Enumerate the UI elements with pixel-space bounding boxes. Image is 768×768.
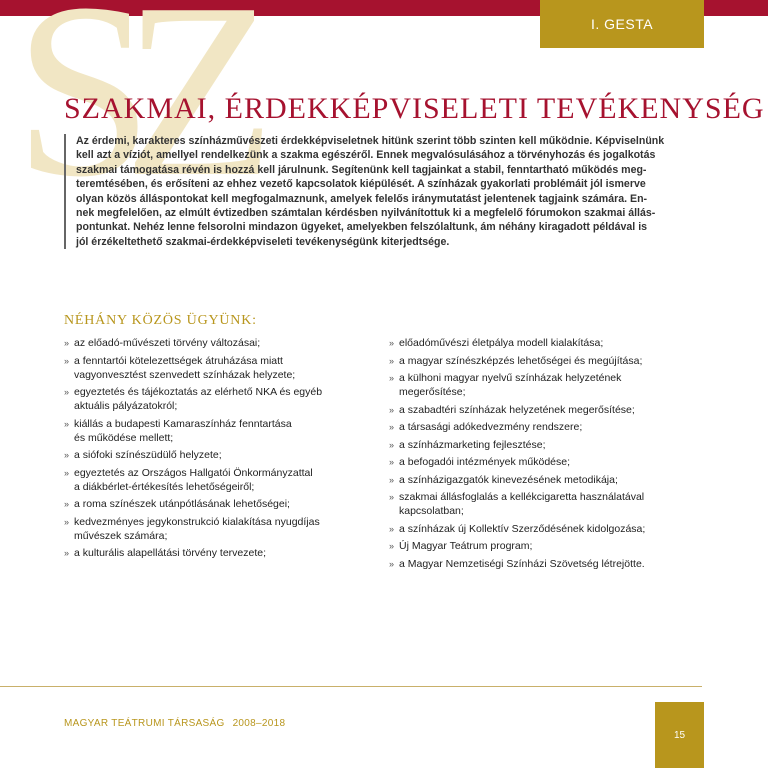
issue-text-line: egyeztetés és tájékoztatás az elérhető NKA és egyéb bbox=[74, 386, 323, 398]
issue-text-line: az előadó-művészeti törvény változásai; bbox=[74, 337, 261, 349]
bullet-icon: » bbox=[389, 355, 395, 366]
bullet-icon: » bbox=[389, 523, 395, 534]
bullet-icon: » bbox=[64, 387, 70, 397]
issue-list-item bbox=[64, 448, 384, 462]
issue-list-item bbox=[389, 354, 709, 368]
issue-list-item bbox=[389, 336, 709, 350]
bullet-icon: » bbox=[64, 450, 70, 460]
intro-line: kell azt a víziót, amellyel rendelkezünk a szakma egészéről. Ennek megvalósulásához a törvényhozás és jogalkotás bbox=[76, 149, 656, 162]
issue-list-item bbox=[389, 455, 709, 469]
issue-text-line: a külhoni magyar nyelvű színházak helyzetének bbox=[399, 372, 622, 384]
page-number: 15 bbox=[673, 729, 686, 741]
bullet-icon: » bbox=[389, 404, 395, 415]
footer-publication bbox=[64, 718, 285, 729]
bullet-icon: » bbox=[64, 418, 70, 429]
page-title: SZAKMAI, ÉRDEKKÉPVISELETI TEVÉKENYSÉG bbox=[64, 92, 765, 125]
issue-text-line: és működése mellett; bbox=[74, 431, 174, 444]
issue-text-line: a szabadtéri színházak helyzetének megerősítése; bbox=[399, 403, 635, 416]
issue-text-line: Új Magyar Teátrum program; bbox=[399, 540, 533, 552]
issue-list-item bbox=[389, 420, 709, 434]
issue-list-item bbox=[64, 515, 384, 543]
issue-list-item bbox=[64, 354, 384, 382]
issue-text-line: a siófoki színészüdülő helyzete; bbox=[74, 449, 222, 461]
section-tab bbox=[540, 0, 704, 48]
issue-list-item bbox=[64, 497, 384, 511]
bullet-icon: » bbox=[64, 499, 70, 509]
issue-list-item bbox=[389, 438, 709, 452]
issue-list-item bbox=[64, 385, 384, 413]
issue-list-item bbox=[389, 522, 709, 536]
issue-text-line: kedvezményes jegykonstrukció kialakítása nyugdíjas bbox=[74, 515, 320, 528]
footer-years: 2008–2018 bbox=[232, 718, 286, 729]
issue-text-line: művészek számára; bbox=[74, 529, 168, 542]
issue-text-line: egyeztetés az Országos Hallgatói Önkormányzattal bbox=[74, 466, 313, 479]
bullet-icon: » bbox=[64, 467, 70, 478]
bullet-icon: » bbox=[389, 457, 395, 467]
issue-text-line: előadóművészi életpálya modell kialakítása; bbox=[399, 337, 604, 349]
intro-line: pontunkat. Nehéz lenne felsorolni mindazon ügyeket, amelyekben felszólaltunk, ám néhány kiragadott példával is bbox=[76, 221, 648, 234]
list-subheading: NÉHÁNY KÖZÖS ÜGYÜNK: bbox=[64, 313, 257, 328]
issue-text-line: aktuális pályázatokról; bbox=[74, 400, 178, 412]
footer-org-name: MAGYAR TEÁTRUMI TÁRSASÁG bbox=[64, 718, 225, 729]
issue-text-line: a színházak új Kollektív Szerződésének kidolgozása; bbox=[399, 522, 646, 535]
page-number-box bbox=[655, 702, 704, 768]
issue-text-line: a Magyar Nemzetiségi Színházi Szövetség létrejötte. bbox=[399, 557, 645, 570]
issue-text-line: a diákbérlet-értékesítés lehetőségeiről; bbox=[74, 480, 255, 493]
section-label: I. GESTA bbox=[590, 16, 654, 32]
bullet-icon: » bbox=[389, 338, 395, 348]
intro-line: jól érzékeltethető szakmai-érdekképviseleti tevékenységünk kiterjedtsége. bbox=[76, 235, 450, 248]
issue-text-line: a kulturális alapellátási törvény tervezete; bbox=[74, 547, 267, 559]
footer-divider bbox=[0, 686, 702, 687]
issue-text-line: vagyonvesztést szenvedett színházak helyzete; bbox=[74, 368, 296, 381]
bullet-icon: » bbox=[64, 338, 70, 348]
issue-text-line: a fenntartói kötelezettségek átruházása miatt bbox=[74, 354, 283, 367]
watermark-letters: SZ bbox=[14, 0, 246, 229]
issues-list-right bbox=[389, 336, 709, 574]
issue-text-line: megerősítése; bbox=[399, 386, 466, 398]
bullet-icon: » bbox=[389, 373, 395, 383]
issue-list-item bbox=[64, 466, 384, 494]
issue-list-item bbox=[389, 557, 709, 571]
bullet-icon: » bbox=[389, 474, 395, 485]
issue-text-line: a magyar színészképzés lehetőségei és megújítása; bbox=[399, 354, 643, 367]
issue-text-line: a színházmarketing fejlesztése; bbox=[399, 438, 546, 451]
issue-list-item bbox=[389, 473, 709, 487]
issue-list-item bbox=[64, 417, 384, 445]
issue-list-item bbox=[389, 490, 709, 518]
intro-line: olyan közös álláspontokat kell megfogalmaznunk, amelyek felelős iránymutatást jelentenek tagjaink számára. En- bbox=[76, 192, 648, 205]
intro-line: teremtésében, és erősíteni az ehhez vezető kapcsolatok kiépülését. A színházak gyakorlati problémáit jól ismerve bbox=[76, 178, 646, 191]
issue-list-item bbox=[64, 336, 384, 350]
bullet-icon: » bbox=[389, 439, 395, 450]
issue-list-item bbox=[64, 546, 384, 560]
bullet-icon: » bbox=[389, 541, 395, 551]
intro-line: szakmai támogatása révén is hozzá kell járulnunk. Segítenünk kell tagjainkat a stabil, fenntartható működés meg- bbox=[76, 163, 647, 176]
issue-text-line: a színházigazgatók kinevezésének metodikája; bbox=[399, 473, 618, 486]
issue-text-line: a roma színészek utánpótlásának lehetőségei; bbox=[74, 498, 290, 510]
issue-text-line: kapcsolatban; bbox=[399, 505, 464, 517]
issue-text-line: a társasági adókedvezmény rendszere; bbox=[399, 421, 583, 433]
intro-paragraph bbox=[64, 134, 712, 249]
bullet-icon: » bbox=[64, 516, 70, 527]
issue-text-line: szakmai állásfoglalás a kellékcigaretta használatával bbox=[399, 491, 645, 503]
issue-list-item bbox=[389, 539, 709, 553]
intro-line: nek megfelelően, az elmúlt évtizedben számtalan kérdésben nyilvánítottuk ki a megfelelő fórumokon szakmai állás- bbox=[76, 207, 656, 220]
intro-line: Az érdemi, karakteres színházművészeti érdekképviseletnek hitünk szerint több szinten kell működnie. Képviselnünk bbox=[76, 135, 665, 147]
bullet-icon: » bbox=[64, 355, 70, 366]
bullet-icon: » bbox=[64, 548, 70, 558]
issue-text-line: kiállás a budapesti Kamaraszínház fenntartása bbox=[74, 417, 292, 430]
issue-list-item bbox=[389, 403, 709, 417]
bullet-icon: » bbox=[389, 558, 395, 569]
issue-list-item bbox=[389, 371, 709, 399]
issues-list-left bbox=[64, 336, 384, 564]
issue-text-line: a befogadói intézmények működése; bbox=[399, 456, 571, 468]
bullet-icon: » bbox=[389, 422, 395, 432]
bullet-icon: » bbox=[389, 492, 395, 502]
